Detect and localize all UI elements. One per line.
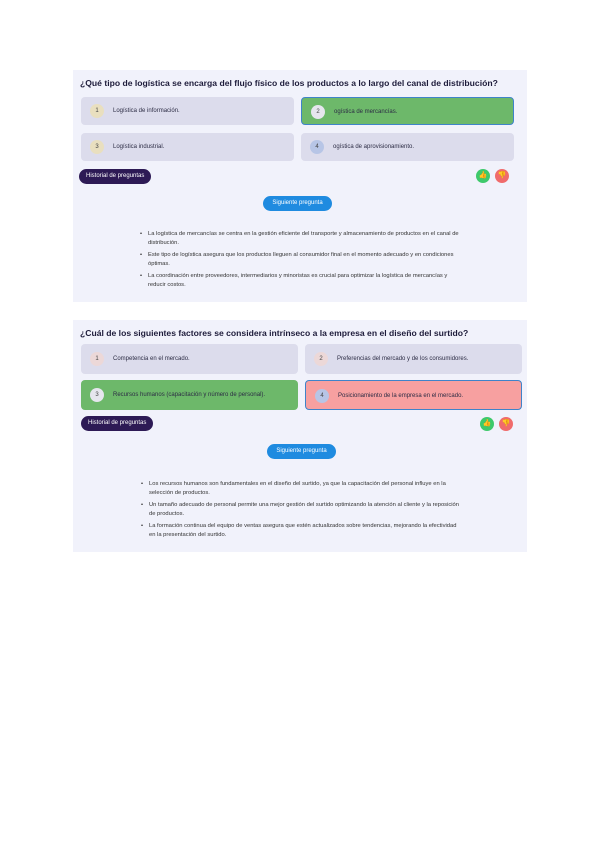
list-item: • La logística de mercancías se centra en la gestión eficiente del transporte y almacenamiento de productos en el canal de distribución.: [140, 230, 460, 248]
option-3[interactable]: [81, 133, 294, 161]
option-label: Logística de información.: [113, 108, 180, 114]
option-label: ogística de aprovisionamiento.: [333, 144, 415, 150]
explanation-list: [141, 480, 461, 543]
option-number: 3: [90, 140, 104, 154]
option-label: Recursos humanos (capacitación y número de personal).: [113, 392, 266, 398]
history-button[interactable]: Historial de preguntas: [81, 416, 153, 431]
option-1[interactable]: [81, 97, 294, 125]
option-label: Preferencias del mercado y de los consumidores.: [337, 356, 469, 362]
option-label: Logística industrial.: [113, 144, 165, 150]
option-label: Competencia en el mercado.: [113, 356, 190, 362]
option-number: 2: [311, 105, 325, 119]
list-item: • La coordinación entre proveedores, intermediarios y minoristas es crucial para optimizar la logística de mercancías y reducir costos.: [140, 272, 460, 290]
question-title: ¿Cuál de los siguientes factores se considera intrínseco a la empresa en el diseño del surtido?: [80, 328, 469, 338]
thumbs-up-icon[interactable]: 👍: [476, 169, 490, 183]
next-question-button[interactable]: Siguiente pregunta: [263, 196, 332, 211]
list-item: • La formación continua del equipo de ventas asegura que estén actualizados sobre tendencias, mejorando la efectividad en la presentación del surtido.: [141, 522, 461, 540]
list-item: • Este tipo de logística asegura que los productos lleguen al consumidor final en el momento adecuado y en condiciones óptimas.: [140, 251, 460, 269]
list-item: • Un tamaño adecuado de personal permite una mejor gestión del surtido optimizando la atención al cliente y la reposición de productos.: [141, 501, 461, 519]
option-4[interactable]: [305, 380, 522, 410]
option-4[interactable]: [301, 133, 514, 161]
option-2[interactable]: [301, 97, 514, 125]
thumbs-down-icon[interactable]: 👎: [495, 169, 509, 183]
option-2[interactable]: [305, 344, 522, 374]
option-number: 3: [90, 388, 104, 402]
thumbs-up-icon[interactable]: 👍: [480, 417, 494, 431]
next-question-button[interactable]: Siguiente pregunta: [267, 444, 336, 459]
list-item: • Los recursos humanos son fundamentales en el diseño del surtido, ya que la capacitación del personal influye en la selección de productos.: [141, 480, 461, 498]
option-label: Posicionamiento de la empresa en el mercado.: [338, 393, 464, 399]
option-number: 4: [315, 389, 329, 403]
question-card-1: [73, 70, 527, 302]
question-title: ¿Qué tipo de logística se encarga del flujo físico de los productos a lo largo del canal de distribución?: [80, 78, 498, 88]
explanation-list: [140, 230, 460, 293]
option-1[interactable]: [81, 344, 298, 374]
option-3[interactable]: [81, 380, 298, 410]
option-number: 2: [314, 352, 328, 366]
history-button[interactable]: Historial de preguntas: [79, 169, 151, 184]
option-number: 1: [90, 352, 104, 366]
option-label: ogística de mercancías.: [334, 109, 398, 115]
thumbs-down-icon[interactable]: 👎: [499, 417, 513, 431]
option-number: 4: [310, 140, 324, 154]
option-number: 1: [90, 104, 104, 118]
question-card-2: [73, 320, 527, 552]
